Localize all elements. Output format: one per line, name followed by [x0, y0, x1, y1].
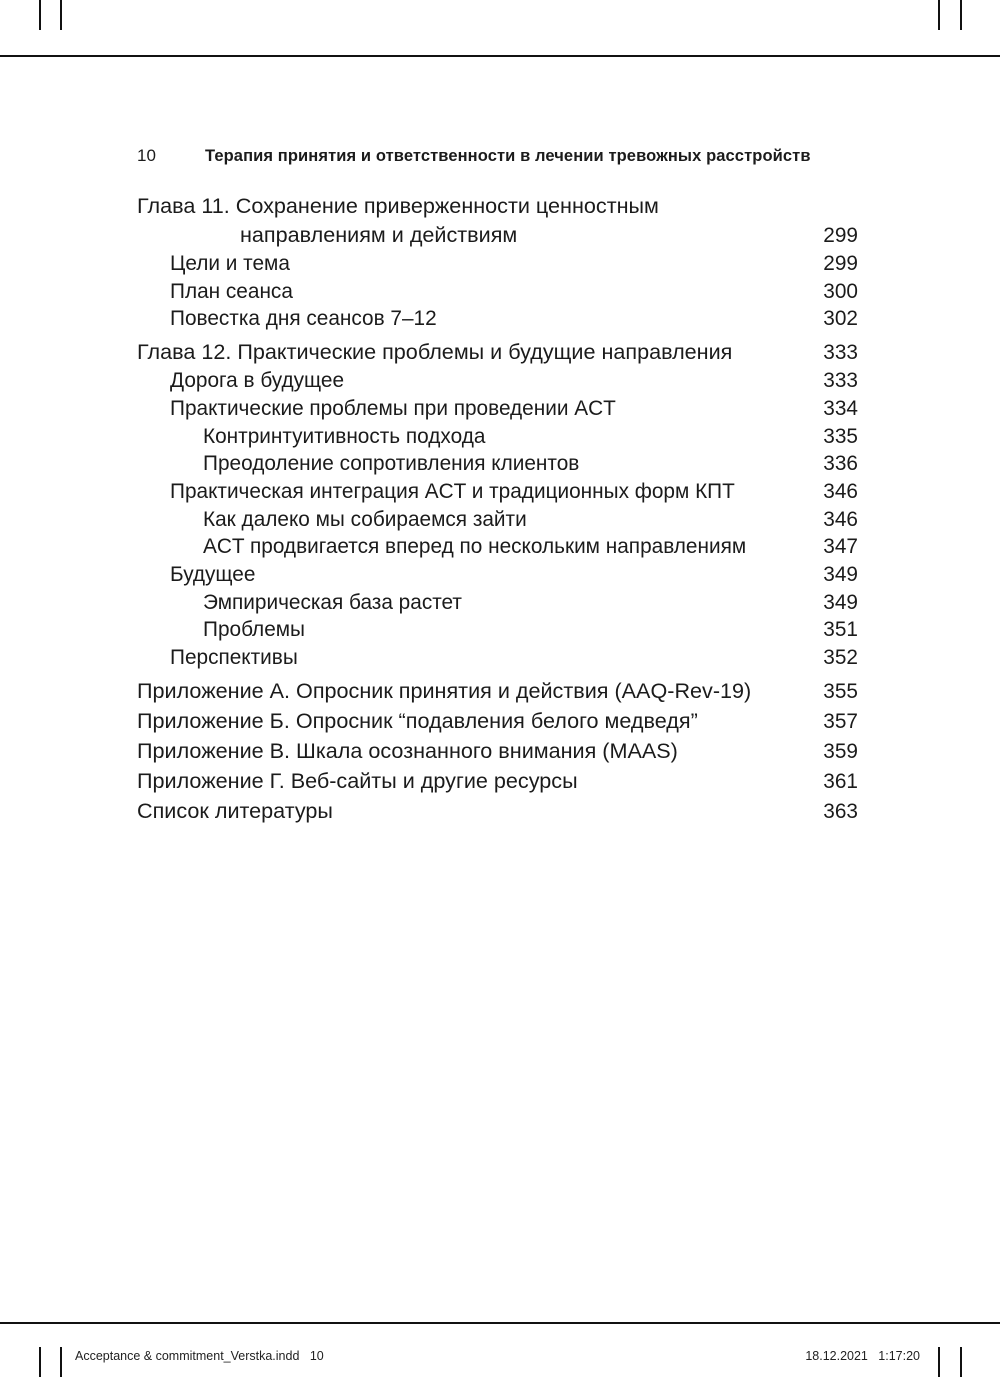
toc-entry-page: 336	[823, 452, 858, 476]
toc-entry-page: 351	[823, 618, 858, 642]
toc-entry	[137, 220, 858, 250]
toc-entry	[137, 766, 858, 796]
toc-entry	[137, 278, 858, 306]
toc-entry-label: Глава 11. Сохранение приверженности ценностным	[137, 193, 659, 218]
trim-line-bottom	[0, 1322, 1000, 1324]
crop-mark	[60, 0, 62, 30]
toc-entry-label: ACT продвигается вперед по нескольким направлениям	[203, 535, 747, 559]
toc-entry	[137, 450, 858, 478]
toc-entry	[137, 616, 858, 644]
folio-page-number: 10	[137, 146, 156, 165]
slug-filename: Acceptance & commitment_Verstka.indd 10	[75, 1349, 324, 1363]
toc-entry-label: Дорога в будущее	[170, 369, 345, 393]
toc-entry-label: Приложение Б. Опросник “подавления белого медведя”	[137, 707, 698, 733]
toc-entry-label: Как далеко мы собираемся зайти	[203, 507, 527, 531]
toc-entry-page: 355	[823, 679, 858, 703]
toc-entry-page: 363	[823, 799, 858, 823]
toc-entry	[137, 736, 858, 766]
toc-entry-label: Список литературы	[137, 797, 333, 823]
toc-entry-page: 352	[823, 646, 858, 670]
toc-entry-page: 346	[823, 479, 858, 503]
toc-entry-page: 300	[823, 279, 858, 303]
toc-entry	[137, 644, 858, 672]
toc-entry-page: 347	[823, 535, 858, 559]
toc-entry-page: 349	[823, 590, 858, 614]
toc-entry-label: Практическая интеграция ACT и традиционных форм КПТ	[170, 479, 735, 503]
toc-entry	[137, 395, 858, 423]
toc-entry	[137, 337, 858, 367]
toc-entry-page: 359	[823, 739, 858, 763]
toc-entry-label: План сеанса	[170, 279, 293, 303]
toc-entry-label: направлениям и действиям	[240, 222, 518, 247]
toc-entry	[137, 250, 858, 278]
toc-entry	[137, 423, 858, 451]
toc-entry	[137, 478, 858, 506]
toc-entry-label: Приложение А. Опросник принятия и действия (AAQ-Rev-19)	[137, 677, 752, 703]
toc-entry	[137, 367, 858, 395]
toc-entry-page: 333	[823, 369, 858, 393]
toc-entry-page: 299	[823, 224, 858, 247]
toc-entry-label: Перспективы	[170, 646, 298, 670]
toc-entry-label: Цели и тема	[170, 252, 290, 275]
toc-entry-page: 357	[823, 709, 858, 733]
toc-entry-page: 333	[823, 341, 858, 365]
toc-entry	[137, 676, 858, 706]
toc-entry	[137, 706, 858, 736]
toc-entry	[137, 533, 858, 561]
toc-entry-label: Контринтуитивность подхода	[203, 424, 486, 448]
toc-entry-label: Будущее	[170, 563, 256, 587]
toc-entry	[137, 305, 858, 333]
trim-line-top	[0, 55, 1000, 57]
toc-entry-page: 349	[823, 563, 858, 587]
toc-entry-label: Практические проблемы при проведении ACT	[170, 396, 616, 420]
toc-entry-page: 334	[823, 396, 858, 420]
crop-mark	[960, 0, 962, 30]
toc-list	[137, 191, 858, 826]
toc-entry-label: Преодоление сопротивления клиентов	[203, 452, 580, 476]
toc-entry	[137, 191, 858, 220]
toc-entry-label: Повестка дня сеансов 7–12	[170, 307, 437, 331]
toc-entry	[137, 561, 858, 589]
toc-entry	[137, 506, 858, 534]
crop-mark	[938, 0, 940, 30]
toc-entry-page: 302	[823, 307, 858, 331]
running-title: Терапия принятия и ответственности в лечении тревожных расстройств	[205, 147, 811, 165]
toc-entry-label: Глава 12. Практические проблемы и будущие направления	[137, 339, 733, 365]
slug-datetime: 18.12.2021 1:17:20	[805, 1349, 920, 1363]
toc-entry-page: 361	[823, 769, 858, 793]
toc-entry	[137, 796, 858, 826]
toc-entry-page: 335	[823, 424, 858, 448]
crop-mark	[39, 0, 41, 30]
toc-entry	[137, 589, 858, 617]
toc-entry-label: Эмпирическая база растет	[203, 590, 462, 614]
slug-footer	[0, 1349, 1000, 1367]
toc-entry-label: Приложение Г. Веб-сайты и другие ресурсы	[137, 767, 578, 793]
toc-entry-page: 346	[823, 507, 858, 531]
toc-entry-page: 299	[823, 252, 858, 275]
toc-entry-label: Проблемы	[203, 618, 306, 642]
toc-entry-label: Приложение В. Шкала осознанного внимания (MAAS)	[137, 737, 678, 763]
running-header	[137, 146, 858, 166]
